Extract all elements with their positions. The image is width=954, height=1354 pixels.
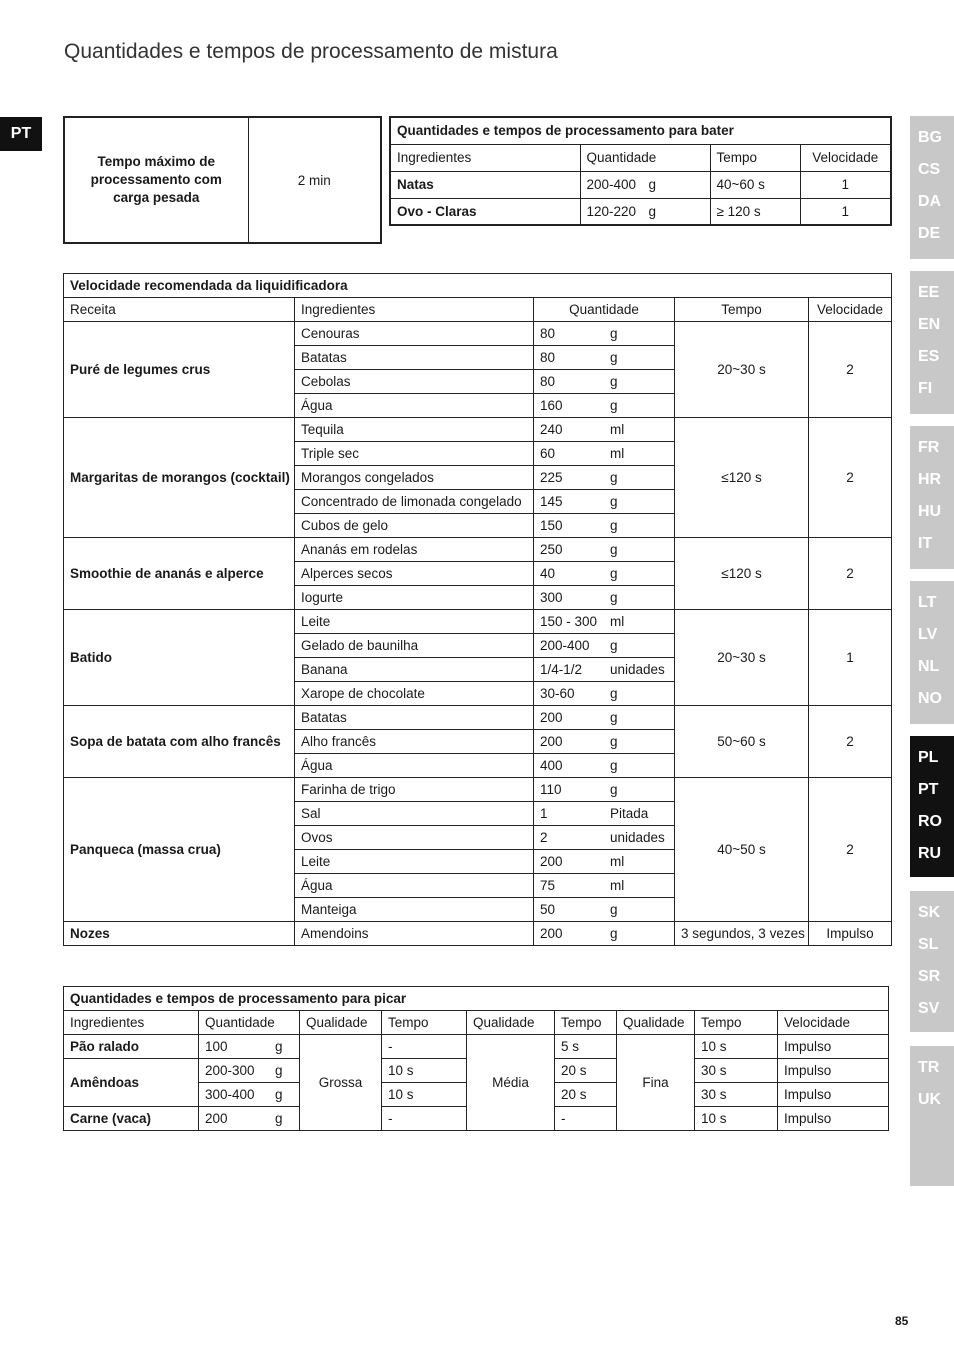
qty: 80 [540,374,556,389]
language-code-it[interactable]: IT [918,535,933,552]
qty: 50 [540,902,556,917]
ingredient-cell: Carne (vaca) [64,1107,199,1131]
chopping-header: Qualidade [300,1011,382,1035]
language-code-lv[interactable]: LV [918,626,938,643]
quantity-cell [534,322,675,346]
time-cell: - [382,1035,467,1059]
bater-header: Quantidade [580,144,710,171]
language-code-fi[interactable]: FI [918,380,933,397]
chopping-header: Qualidade [617,1011,695,1035]
table-row [64,538,892,562]
unit: unidades [610,830,665,845]
unit: Pitada [610,806,649,821]
qty: 200-300 [205,1063,255,1078]
ingredient-cell: Batatas [295,346,534,370]
unit: g [275,1039,283,1054]
table-row [64,610,892,634]
language-code-ro[interactable]: RO [918,813,942,830]
chopping-header: Qualidade [467,1011,555,1035]
bater-title: Quantidades e tempos de processamento para bater [390,117,891,144]
quantity-cell [534,754,675,778]
table-row [64,706,892,730]
qty: 60 [540,446,556,461]
language-code-da[interactable]: DA [918,193,942,210]
time-cell: 5 s [555,1035,617,1059]
time-cell: - [382,1107,467,1131]
ingredient-cell: Água [295,394,534,418]
language-code-de[interactable]: DE [918,225,941,242]
ingredient-cell: Batatas [295,706,534,730]
quantity-cell [534,682,675,706]
qty: 200 [540,734,563,749]
qty: 40 [540,566,556,581]
blender-table-title: Velocidade recomendada da liquidificadora [64,274,892,298]
language-code-en[interactable]: EN [918,316,941,333]
language-group [910,426,954,569]
language-code-no[interactable]: NO [918,690,942,707]
quantity-cell [534,778,675,802]
quantity-cell [534,490,675,514]
quantity-cell [534,514,675,538]
language-code-hr[interactable]: HR [918,471,942,488]
qty: 110 [540,782,562,797]
ingredient-cell: Leite [295,610,534,634]
page-number: 85 [895,1314,909,1328]
time-cell: 20~30 s [675,322,809,418]
language-code-ee[interactable]: EE [918,284,940,301]
unit: g [610,686,618,701]
quantity-cell [199,1083,300,1107]
speed-cell: Impulso [778,1035,889,1059]
speed-cell: 2 [809,322,892,418]
chopping-header: Tempo [555,1011,617,1035]
ingredient-cell: Morangos congelados [295,466,534,490]
language-group [910,116,954,259]
language-group [910,1046,954,1186]
recipe-name: Puré de legumes crus [64,322,295,418]
ingredient-cell: Pão ralado [64,1035,199,1059]
table-row [64,1035,889,1059]
unit: ml [610,878,625,893]
unit: g [610,374,618,389]
speed-cell: Impulso [778,1107,889,1131]
qty: 200-400 [540,638,590,653]
speed-cell: 2 [809,706,892,778]
qty: 150 [540,518,563,533]
quantity-cell [534,850,675,874]
language-group [910,736,954,877]
unit: ml [610,614,625,629]
language-code-bg[interactable]: BG [918,129,942,146]
quality-cell: Grossa [300,1035,382,1131]
ingredient-cell: Gelado de baunilha [295,634,534,658]
qty: 240 [540,422,563,437]
quantity-cell [534,610,675,634]
quantity-cell [534,442,675,466]
heavy-load-table [63,116,382,244]
ingredient-cell: Cenouras [295,322,534,346]
ingredient-cell: Alperces secos [295,562,534,586]
blender-header: Receita [64,298,295,322]
qty: 100 [205,1039,228,1054]
ingredient-cell: Ovos [295,826,534,850]
table-row [390,171,891,198]
language-code-tr[interactable]: TR [918,1059,940,1076]
unit: g [610,494,618,509]
table-row [64,418,892,442]
speed-cell: 2 [809,538,892,610]
speed-cell: Impulso [809,922,892,946]
chopping-header: Tempo [695,1011,778,1035]
qty: 300 [540,590,563,605]
blender-header: Ingredientes [295,298,534,322]
language-code-sk[interactable]: SK [918,904,941,921]
quality-cell: Fina [617,1035,695,1131]
quantity-cell [534,826,675,850]
language-code-pt[interactable]: PT [918,781,939,798]
ingredient-cell: Cubos de gelo [295,514,534,538]
recipe-name: Smoothie de ananás e alperce [64,538,295,610]
table-row [64,922,892,946]
quantity-cell [534,898,675,922]
unit: g [610,542,618,557]
ingredient-cell: Natas [390,171,580,198]
speed-cell: 1 [800,198,891,225]
qty: 200 [540,926,563,941]
blender-speed-table [63,273,892,946]
unit: g [275,1087,283,1102]
table-row [64,778,892,802]
unit: ml [610,422,625,437]
recipe-name: Margaritas de morangos (cocktail) [64,418,295,538]
quantity-cell [199,1035,300,1059]
bater-header: Ingredientes [390,144,580,171]
time-cell: 20~30 s [675,610,809,706]
ingredient-cell: Água [295,874,534,898]
unit: ml [610,446,625,461]
unit: unidades [610,662,665,677]
unit: g [275,1063,283,1078]
qty: 400 [540,758,563,773]
qty: 80 [540,350,556,365]
unit: g [610,398,618,413]
quantity-cell [199,1059,300,1083]
table-row [390,198,891,225]
recipe-name: Batido [64,610,295,706]
unit: g [610,350,618,365]
qty: 2 [540,830,548,845]
language-code-uk[interactable]: UK [918,1091,942,1108]
chopping-table-title: Quantidades e tempos de processamento para picar [64,987,889,1011]
ingredient-cell: Farinha de trigo [295,778,534,802]
language-group [910,891,954,1032]
quantity-cell [534,730,675,754]
ingredient-cell: Amendoins [295,922,534,946]
quantity-cell [534,418,675,442]
unit: g [610,926,618,941]
time-cell: 30 s [695,1083,778,1107]
unit: g [610,902,618,917]
speed-cell: Impulso [778,1083,889,1107]
heavy-load-value: 2 min [248,117,381,243]
unit: g [610,566,618,581]
language-code-sl[interactable]: SL [918,936,939,953]
recipe-name: Sopa de batata com alho francês [64,706,295,778]
time-cell: 40~60 s [710,171,800,198]
quantity-cell [534,802,675,826]
qty: 200-400 [586,177,637,192]
ingredient-cell: Triple sec [295,442,534,466]
language-code-sv[interactable]: SV [918,1000,940,1017]
quality-cell: Média [467,1035,555,1131]
qty: 250 [540,542,563,557]
ingredient-cell: Amêndoas [64,1059,199,1107]
unit: g [610,470,618,485]
ingredient-cell: Alho francês [295,730,534,754]
quantity-cell [534,586,675,610]
language-code-hu[interactable]: HU [918,503,942,520]
time-cell: 10 s [382,1059,467,1083]
heavy-load-label: Tempo máximo de processamento com carga pesada [64,117,248,243]
chopping-header: Ingredientes [64,1011,199,1035]
ingredient-cell: Ovo - Claras [390,198,580,225]
ingredient-cell: Tequila [295,418,534,442]
unit: g [610,638,618,653]
unit: ml [610,854,625,869]
ingredient-cell: Leite [295,850,534,874]
qty: 80 [540,326,556,341]
unit: g [610,710,618,725]
ingredient-cell: Água [295,754,534,778]
unit: g [275,1111,283,1126]
qty: 120-220 [586,203,637,219]
ingredient-cell: Concentrado de limonada congelado [295,490,534,514]
bater-table [389,116,892,226]
quantity-cell [534,466,675,490]
quantity-cell [580,171,710,198]
language-code-es[interactable]: ES [918,348,940,365]
unit: g [610,590,618,605]
page-title: Quantidades e tempos de processamento de mistura [64,40,558,63]
quantity-cell [534,562,675,586]
table-row [64,322,892,346]
ingredient-cell: Sal [295,802,534,826]
time-cell: ≤120 s [675,538,809,610]
chopping-table [63,986,889,1131]
qty: 200 [540,710,563,725]
quantity-cell [534,394,675,418]
quantity-cell [534,874,675,898]
speed-cell: 1 [809,610,892,706]
speed-cell: Impulso [778,1059,889,1083]
quantity-cell [534,538,675,562]
unit: g [648,177,657,192]
bater-header: Tempo [710,144,800,171]
qty: 1 [540,806,548,821]
quantity-cell [534,346,675,370]
time-cell: 40~50 s [675,778,809,922]
ingredient-cell: Cebolas [295,370,534,394]
quantity-cell [534,706,675,730]
chopping-header: Tempo [382,1011,467,1035]
speed-cell: 2 [809,778,892,922]
blender-header: Velocidade [809,298,892,322]
language-tab: PT [0,117,42,151]
blender-header: Quantidade [534,298,675,322]
ingredient-cell: Iogurte [295,586,534,610]
time-cell: ≥ 120 s [710,198,800,225]
qty: 145 [540,494,563,509]
unit: g [610,782,618,797]
quantity-cell [534,922,675,946]
time-cell: 10 s [382,1083,467,1107]
recipe-name: Panqueca (massa crua) [64,778,295,922]
time-cell: 10 s [695,1035,778,1059]
time-cell: 50~60 s [675,706,809,778]
language-group [910,271,954,414]
quantity-cell [534,658,675,682]
quantity-cell [534,634,675,658]
time-cell: 20 s [555,1059,617,1083]
unit: g [648,203,657,219]
qty: 1/4-1/2 [540,662,583,677]
chopping-header: Quantidade [199,1011,300,1035]
qty: 150 - 300 [540,614,598,629]
language-code-fr[interactable]: FR [918,439,940,456]
time-cell: 10 s [695,1107,778,1131]
speed-cell: 1 [800,171,891,198]
language-code-nl[interactable]: NL [918,658,940,675]
blender-header: Tempo [675,298,809,322]
unit: g [610,518,618,533]
ingredient-cell: Xarope de chocolate [295,682,534,706]
ingredient-cell: Manteiga [295,898,534,922]
time-cell: 20 s [555,1083,617,1107]
quantity-cell [580,198,710,225]
quantity-cell [534,370,675,394]
language-group [910,581,954,724]
language-code-lt[interactable]: LT [918,594,937,611]
qty: 200 [205,1111,228,1126]
time-cell: - [555,1107,617,1131]
bater-header: Velocidade [800,144,891,171]
unit: g [610,758,618,773]
language-code-sr[interactable]: SR [918,968,941,985]
unit: g [610,326,618,341]
ingredient-cell: Ananás em rodelas [295,538,534,562]
qty: 225 [540,470,563,485]
recipe-name: Nozes [64,922,295,946]
chopping-header: Velocidade [778,1011,889,1035]
time-cell: 30 s [695,1059,778,1083]
language-code-pl[interactable]: PL [918,749,939,766]
unit: g [610,734,618,749]
language-code-ru[interactable]: RU [918,845,942,862]
ingredient-cell: Banana [295,658,534,682]
quantity-cell [199,1107,300,1131]
qty: 75 [540,878,556,893]
qty: 300-400 [205,1087,255,1102]
language-code-cs[interactable]: CS [918,161,941,178]
time-cell: ≤120 s [675,418,809,538]
qty: 160 [540,398,563,413]
speed-cell: 2 [809,418,892,538]
qty: 30-60 [540,686,575,701]
time-cell: 3 segundos, 3 vezes [675,922,809,946]
qty: 200 [540,854,563,869]
